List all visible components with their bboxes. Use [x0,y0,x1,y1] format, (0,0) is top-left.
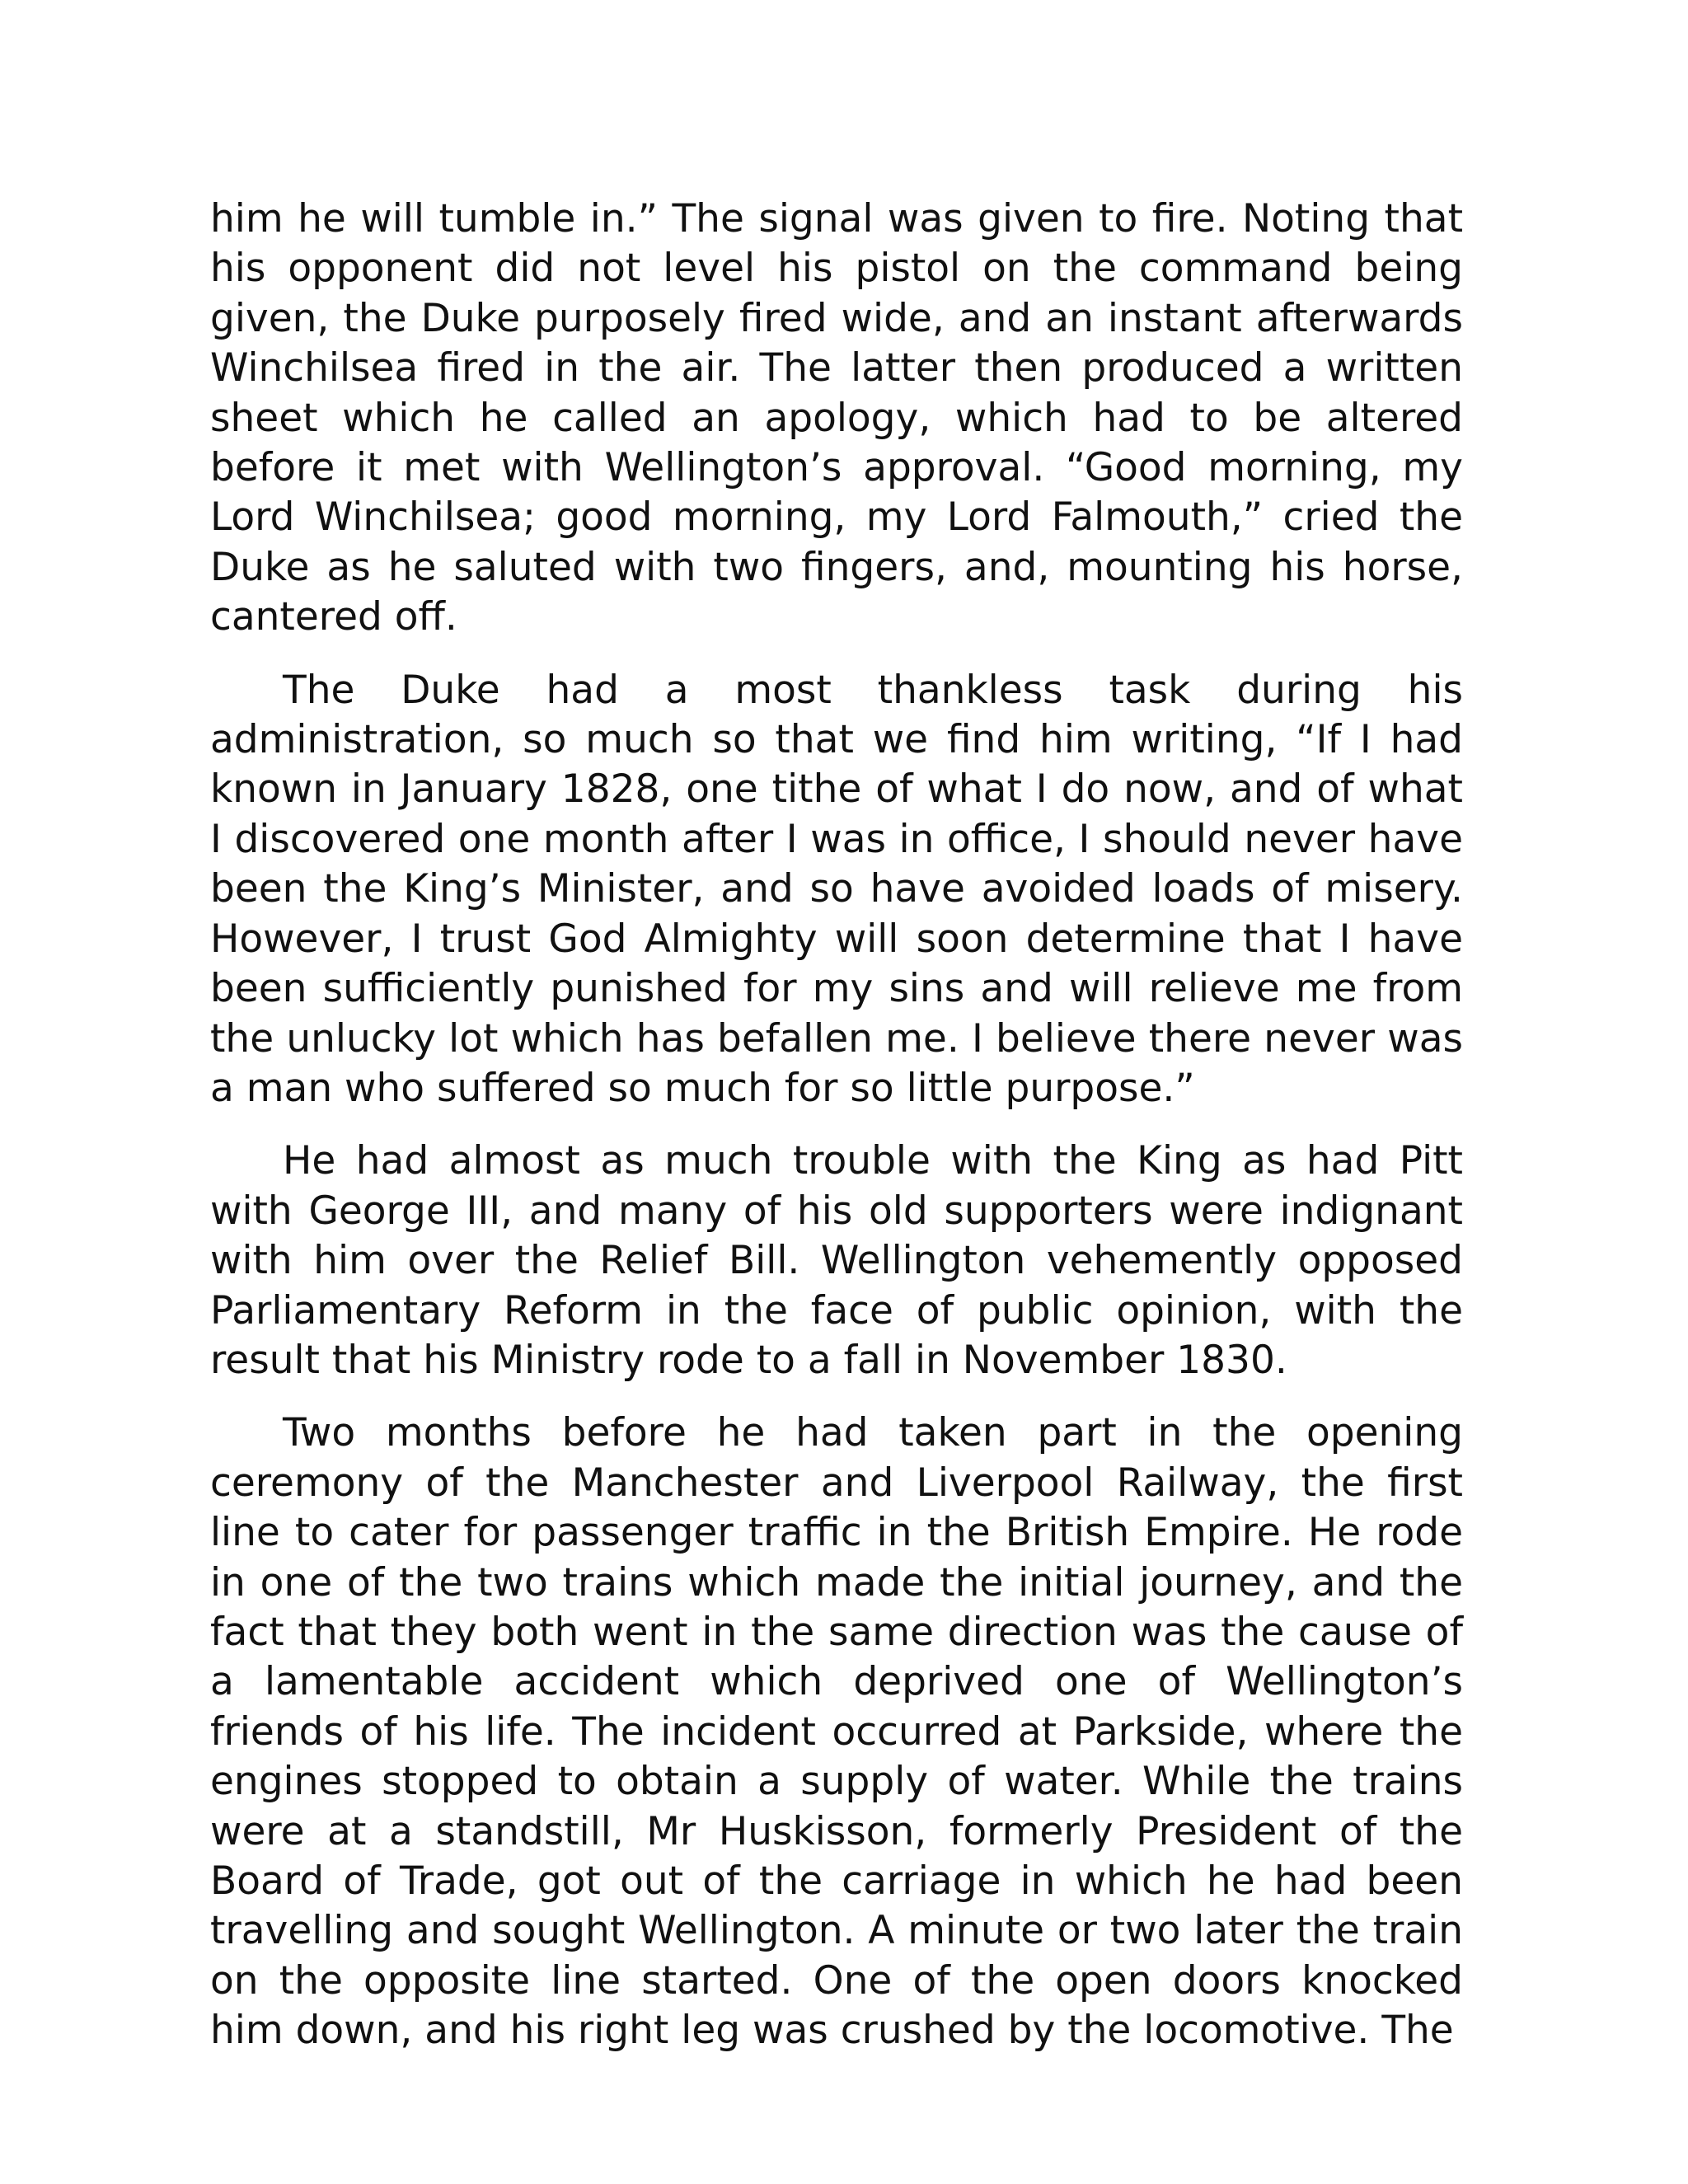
paragraph-thankless-task: The Duke had a most thankless task during his administration, so much so that we find him writing, “If I had known in January 1828, one tithe of what I do now, and of what I discovered one month after I was in office, I should never have been the King’s Minister, and so have avoided loads of misery. However, I trust God Almighty will soon determine that I have been sufficiently punished for my sins and will relieve me from the unlucky lot which has befallen me. I believe there never was a man who suffered so much for so little purpose.” [210,667,1463,1111]
body-text [210,194,1463,2079]
paragraph-railway-accident: Two months before he had taken part in the opening ceremony of the Manchester and Liverpool Railway, the first line to cater for passenger traffic in the British Empire. He rode in one of the two trains which made the initial journey, and the fact that they both went in the same direction was the cause of a lamentable accident which deprived one of Wellington’s friends of his life. The incident occurred at Parkside, where the engines stopped to obtain a supply of water. While the trains were at a standstill, Mr Huskisson, formerly President of the Board of Trade, got out of the carriage in which he had been travelling and sought Wellington. A minute or two later the train on the opposite line started. One of the open doors knocked him down, and his right leg was crushed by the locomotive. The [210,1410,1463,2054]
paragraph-reform-opposition: He had almost as much trouble with the King as had Pitt with George III, and many of his old supporters were indignant with him over the Relief Bill. Wellington vehemently opposed Parliamentary Reform in the face of public opinion, with the result that his Ministry rode to a fall in November 1830. [210,1138,1463,1383]
paragraph-duel-conclusion: him he will tumble in.” The signal was given to fire. Noting that his opponent did not level his pistol on the command being given, the Duke purposely fired wide, and an instant afterwards Winchilsea fired in the air. The latter then produced a written sheet which he called an apology, which had to be altered before it met with Wellington’s approval. “Good morning, my Lord Winchilsea; good morning, my Lord Falmouth,” cried the Duke as he saluted with two fingers, and, mounting his horse, cantered off. [210,196,1463,640]
